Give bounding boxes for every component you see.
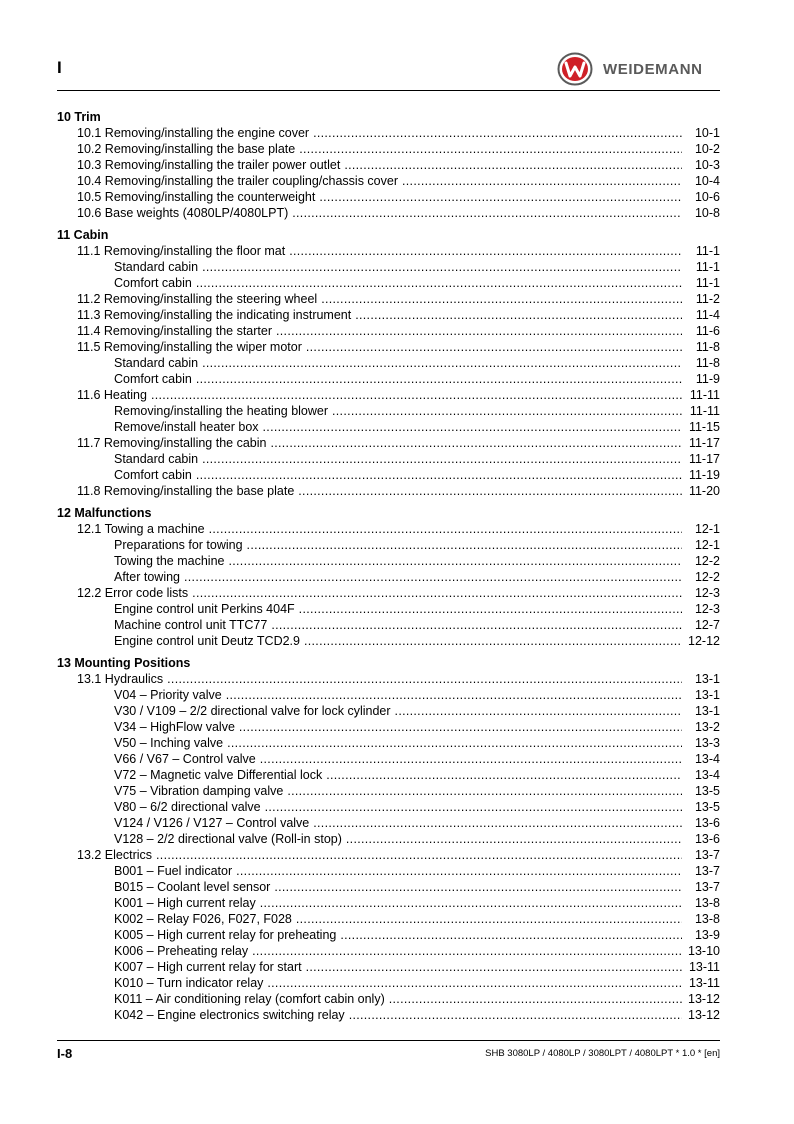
entry-label: Engine control unit Perkins 404F [114,602,295,616]
dot-leader [313,125,682,141]
table-of-contents [57,109,720,1029]
entry-page: 11-8 [695,340,720,354]
toc-entry[interactable] [57,141,720,157]
entry-label: 11.1 Removing/installing the floor mat [77,244,286,258]
dot-leader [287,783,682,799]
dot-leader [304,633,682,649]
dot-leader [202,451,682,467]
toc-subentry[interactable] [57,751,720,767]
entry-label: Comfort cabin [114,372,192,386]
entry-page: 10-1 [694,126,720,140]
dot-leader [355,307,682,323]
entry-page: 12-1 [694,522,720,536]
entry-label: Machine control unit TTC77 [114,618,268,632]
entry-page: 11-1 [695,276,720,290]
toc-entry[interactable] [57,435,720,451]
toc-subentry[interactable] [57,783,720,799]
toc-subentry[interactable] [57,895,720,911]
entry-label: V50 – Inching valve [114,736,224,750]
entry-page: 11-15 [688,420,720,434]
entry-page: 13-4 [694,752,720,766]
entry-page: 11-9 [695,372,720,386]
dot-leader [340,927,682,943]
entry-page: 13-2 [694,720,720,734]
toc-subentry[interactable] [57,943,720,959]
toc-section [57,505,720,649]
toc-entry[interactable] [57,173,720,189]
dot-leader [271,617,682,633]
entry-label: K042 – Engine electronics switching relay [114,1008,345,1022]
entry-page: 10-2 [694,142,720,156]
entry-label: K002 – Relay F026, F027, F028 [114,912,292,926]
toc-subentry[interactable] [57,569,720,585]
toc-entry[interactable] [57,323,720,339]
dot-leader [395,703,682,719]
dot-leader [292,205,682,221]
entry-page: 13-6 [694,816,720,830]
entry-page: 12-12 [688,634,720,648]
dot-leader [239,719,682,735]
entry-page: 10-6 [694,190,720,204]
entry-page: 13-7 [694,864,720,878]
entry-label: K007 – High current relay for start [114,960,302,974]
toc-subentry[interactable] [57,617,720,633]
entry-label: 10.3 Removing/installing the trailer power outlet [77,158,341,172]
dot-leader [236,863,682,879]
entry-label: 11.8 Removing/installing the base plate [77,484,295,498]
toc-subentry[interactable] [57,467,720,483]
entry-label: 10.5 Removing/installing the counterweight [77,190,316,204]
entry-page: 11-1 [695,260,720,274]
entry-page: 10-4 [694,174,720,188]
entry-label: V80 – 6/2 directional valve [114,800,261,814]
toc-subentry[interactable] [57,275,720,291]
dot-leader [332,403,682,419]
dot-leader [192,585,682,601]
entry-page: 13-7 [694,880,720,894]
entry-label: 13.2 Electrics [77,848,153,862]
toc-entry[interactable] [57,521,720,537]
toc-entry[interactable] [57,847,720,863]
toc-subentry[interactable] [57,601,720,617]
entry-page: 11-20 [688,484,720,498]
toc-entry[interactable] [57,339,720,355]
entry-label: After towing [114,570,181,584]
dot-leader [349,1007,682,1023]
entry-label: 10.1 Removing/installing the engine cover [77,126,310,140]
entry-label: Remove/install heater box [114,420,259,434]
entry-page: 13-10 [688,944,720,958]
weidemann-logo [557,52,703,86]
toc-subentry[interactable] [57,537,720,553]
entry-label: Towing the machine [114,554,225,568]
dot-leader [196,275,682,291]
toc-subentry[interactable] [57,927,720,943]
entry-label: V34 – HighFlow valve [114,720,235,734]
dot-leader [151,387,682,403]
entry-page: 11-17 [688,436,720,450]
entry-label: Standard cabin [114,356,199,370]
entry-page: 13-11 [688,976,720,990]
toc-entry[interactable] [57,157,720,173]
section-title: 13 Mounting Positions [57,656,191,670]
dot-leader [326,767,682,783]
entry-label: Removing/installing the heating blower [114,404,329,418]
toc-subentry[interactable] [57,959,720,975]
entry-page: 13-3 [694,736,720,750]
toc-entry[interactable] [57,291,720,307]
toc-subentry[interactable] [57,371,720,387]
entry-page: 12-2 [694,570,720,584]
entry-label: 11.3 Removing/installing the indicating instrument [77,308,352,322]
entry-page: 13-6 [694,832,720,846]
dot-leader [321,291,682,307]
toc-subentry[interactable] [57,799,720,815]
entry-label: V30 / V109 – 2/2 directional valve for lock cylinder [114,704,391,718]
entry-label: 13.1 Hydraulics [77,672,164,686]
toc-entry[interactable] [57,483,720,499]
entry-label: K011 – Air conditioning relay (comfort cabin only) [114,992,385,1006]
entry-label: V66 / V67 – Control valve [114,752,256,766]
entry-label: 10.6 Base weights (4080LP/4080LPT) [77,206,289,220]
dot-leader [389,991,682,1007]
toc-entry[interactable] [57,205,720,221]
entry-label: V128 – 2/2 directional valve (Roll-in stop) [114,832,342,846]
toc-entry[interactable] [57,243,720,259]
entry-page: 13-5 [694,784,720,798]
entry-page: 11-4 [695,308,720,322]
dot-leader [156,847,682,863]
entry-label: V04 – Priority valve [114,688,222,702]
section-title: 10 Trim [57,110,101,124]
toc-entry[interactable] [57,671,720,687]
brand-name: WEIDEMANN [603,60,703,78]
toc-subentry[interactable] [57,259,720,275]
dot-leader [289,243,682,259]
entry-label: 11.2 Removing/installing the steering wheel [77,292,318,306]
entry-label: Preparations for towing [114,538,243,552]
dot-leader [306,339,682,355]
toc-subentry[interactable] [57,633,720,649]
page-number: I-8 [57,1046,73,1061]
dot-leader [260,895,682,911]
entry-label: 10.4 Removing/installing the trailer coupling/chassis cover [77,174,398,188]
entry-page: 13-1 [694,704,720,718]
toc-entry[interactable] [57,387,720,403]
entry-page: 12-2 [694,554,720,568]
entry-page: 12-7 [694,618,720,632]
dot-leader [299,601,682,617]
dot-leader [202,355,682,371]
dot-leader [227,735,682,751]
entry-page: 10-8 [694,206,720,220]
entry-label: 11.5 Removing/installing the wiper motor [77,340,302,354]
toc-subentry[interactable] [57,451,720,467]
entry-label: B015 – Coolant level sensor [114,880,271,894]
toc-entry[interactable] [57,585,720,601]
toc-entry[interactable] [57,125,720,141]
entry-page: 13-8 [694,912,720,926]
entry-page: 12-1 [694,538,720,552]
entry-page: 12-3 [694,602,720,616]
section-title: 11 Cabin [57,228,109,242]
dot-leader [306,959,682,975]
entry-page: 11-19 [688,468,720,482]
entry-label: Comfort cabin [114,276,192,290]
toc-subentry[interactable] [57,863,720,879]
dot-leader [319,189,682,205]
toc-section [57,655,720,1023]
dot-leader [296,911,682,927]
dot-leader [226,687,682,703]
entry-label: 12.1 Towing a machine [77,522,205,536]
entry-label: Engine control unit Deutz TCD2.9 [114,634,300,648]
entry-page: 11-8 [695,356,720,370]
entry-page: 13-11 [688,960,720,974]
toc-subentry[interactable] [57,831,720,847]
entry-page: 11-11 [689,404,720,418]
entry-label: K006 – Preheating relay [114,944,249,958]
weidemann-logo-icon [557,52,593,86]
entry-page: 11-11 [689,388,720,402]
dot-leader [184,569,682,585]
footer-rule [57,1040,720,1041]
entry-label: B001 – Fuel indicator [114,864,233,878]
entry-label: V75 – Vibration damping valve [114,784,284,798]
entry-label: 11.7 Removing/installing the cabin [77,436,267,450]
toc-section [57,109,720,221]
entry-page: 11-1 [695,244,720,258]
entry-label: 11.4 Removing/installing the starter [77,324,273,338]
dot-leader [167,671,682,687]
entry-label: V124 / V126 / V127 – Control valve [114,816,310,830]
entry-page: 13-12 [688,1008,720,1022]
toc-entry[interactable] [57,307,720,323]
toc-subentry[interactable] [57,975,720,991]
entry-label: V72 – Magnetic valve Differential lock [114,768,323,782]
entry-label: K001 – High current relay [114,896,256,910]
entry-label: Comfort cabin [114,468,192,482]
dot-leader [274,879,682,895]
entry-page: 13-8 [694,896,720,910]
entry-page: 13-12 [688,992,720,1006]
chapter-marker: I [57,58,62,77]
dot-leader [346,831,682,847]
toc-subentry[interactable] [57,767,720,783]
dot-leader [252,943,682,959]
dot-leader [313,815,682,831]
toc-subentry[interactable] [57,687,720,703]
entry-page: 11-17 [688,452,720,466]
dot-leader [209,521,682,537]
entry-page: 11-6 [695,324,720,338]
entry-page: 10-3 [694,158,720,172]
dot-leader [276,323,682,339]
entry-page: 13-7 [694,848,720,862]
dot-leader [228,553,682,569]
toc-subentry[interactable] [57,719,720,735]
dot-leader [298,483,682,499]
entry-page: 13-1 [694,672,720,686]
toc-subentry[interactable] [57,991,720,1007]
dot-leader [344,157,682,173]
document-info: SHB 3080LP / 4080LP / 3080LPT / 4080LPT * 1.0 * [en] [485,1048,720,1059]
dot-leader [196,467,682,483]
toc-section [57,227,720,499]
entry-page: 11-2 [695,292,720,306]
header-rule [57,90,720,91]
toc-subentry[interactable] [57,735,720,751]
dot-leader [265,799,682,815]
entry-label: Standard cabin [114,260,199,274]
dot-leader [270,435,682,451]
toc-subentry[interactable] [57,703,720,719]
entry-label: 12.2 Error code lists [77,586,189,600]
entry-page: 12-3 [694,586,720,600]
dot-leader [402,173,682,189]
toc-subentry[interactable] [57,419,720,435]
toc-subentry[interactable] [57,879,720,895]
entry-page: 13-5 [694,800,720,814]
dot-leader [202,259,682,275]
toc-subentry[interactable] [57,911,720,927]
dot-leader [247,537,682,553]
toc-subentry[interactable] [57,355,720,371]
entry-label: K005 – High current relay for preheating [114,928,337,942]
entry-label: 10.2 Removing/installing the base plate [77,142,296,156]
toc-subentry[interactable] [57,553,720,569]
entry-label: Standard cabin [114,452,199,466]
dot-leader [196,371,682,387]
toc-subentry[interactable] [57,1007,720,1023]
toc-entry[interactable] [57,189,720,205]
entry-page: 13-1 [694,688,720,702]
toc-subentry[interactable] [57,815,720,831]
dot-leader [299,141,682,157]
dot-leader [260,751,682,767]
toc-subentry[interactable] [57,403,720,419]
section-title: 12 Malfunctions [57,506,152,520]
entry-label: K010 – Turn indicator relay [114,976,264,990]
entry-page: 13-9 [694,928,720,942]
entry-label: 11.6 Heating [77,388,147,402]
entry-page: 13-4 [694,768,720,782]
dot-leader [267,975,682,991]
dot-leader [263,419,682,435]
